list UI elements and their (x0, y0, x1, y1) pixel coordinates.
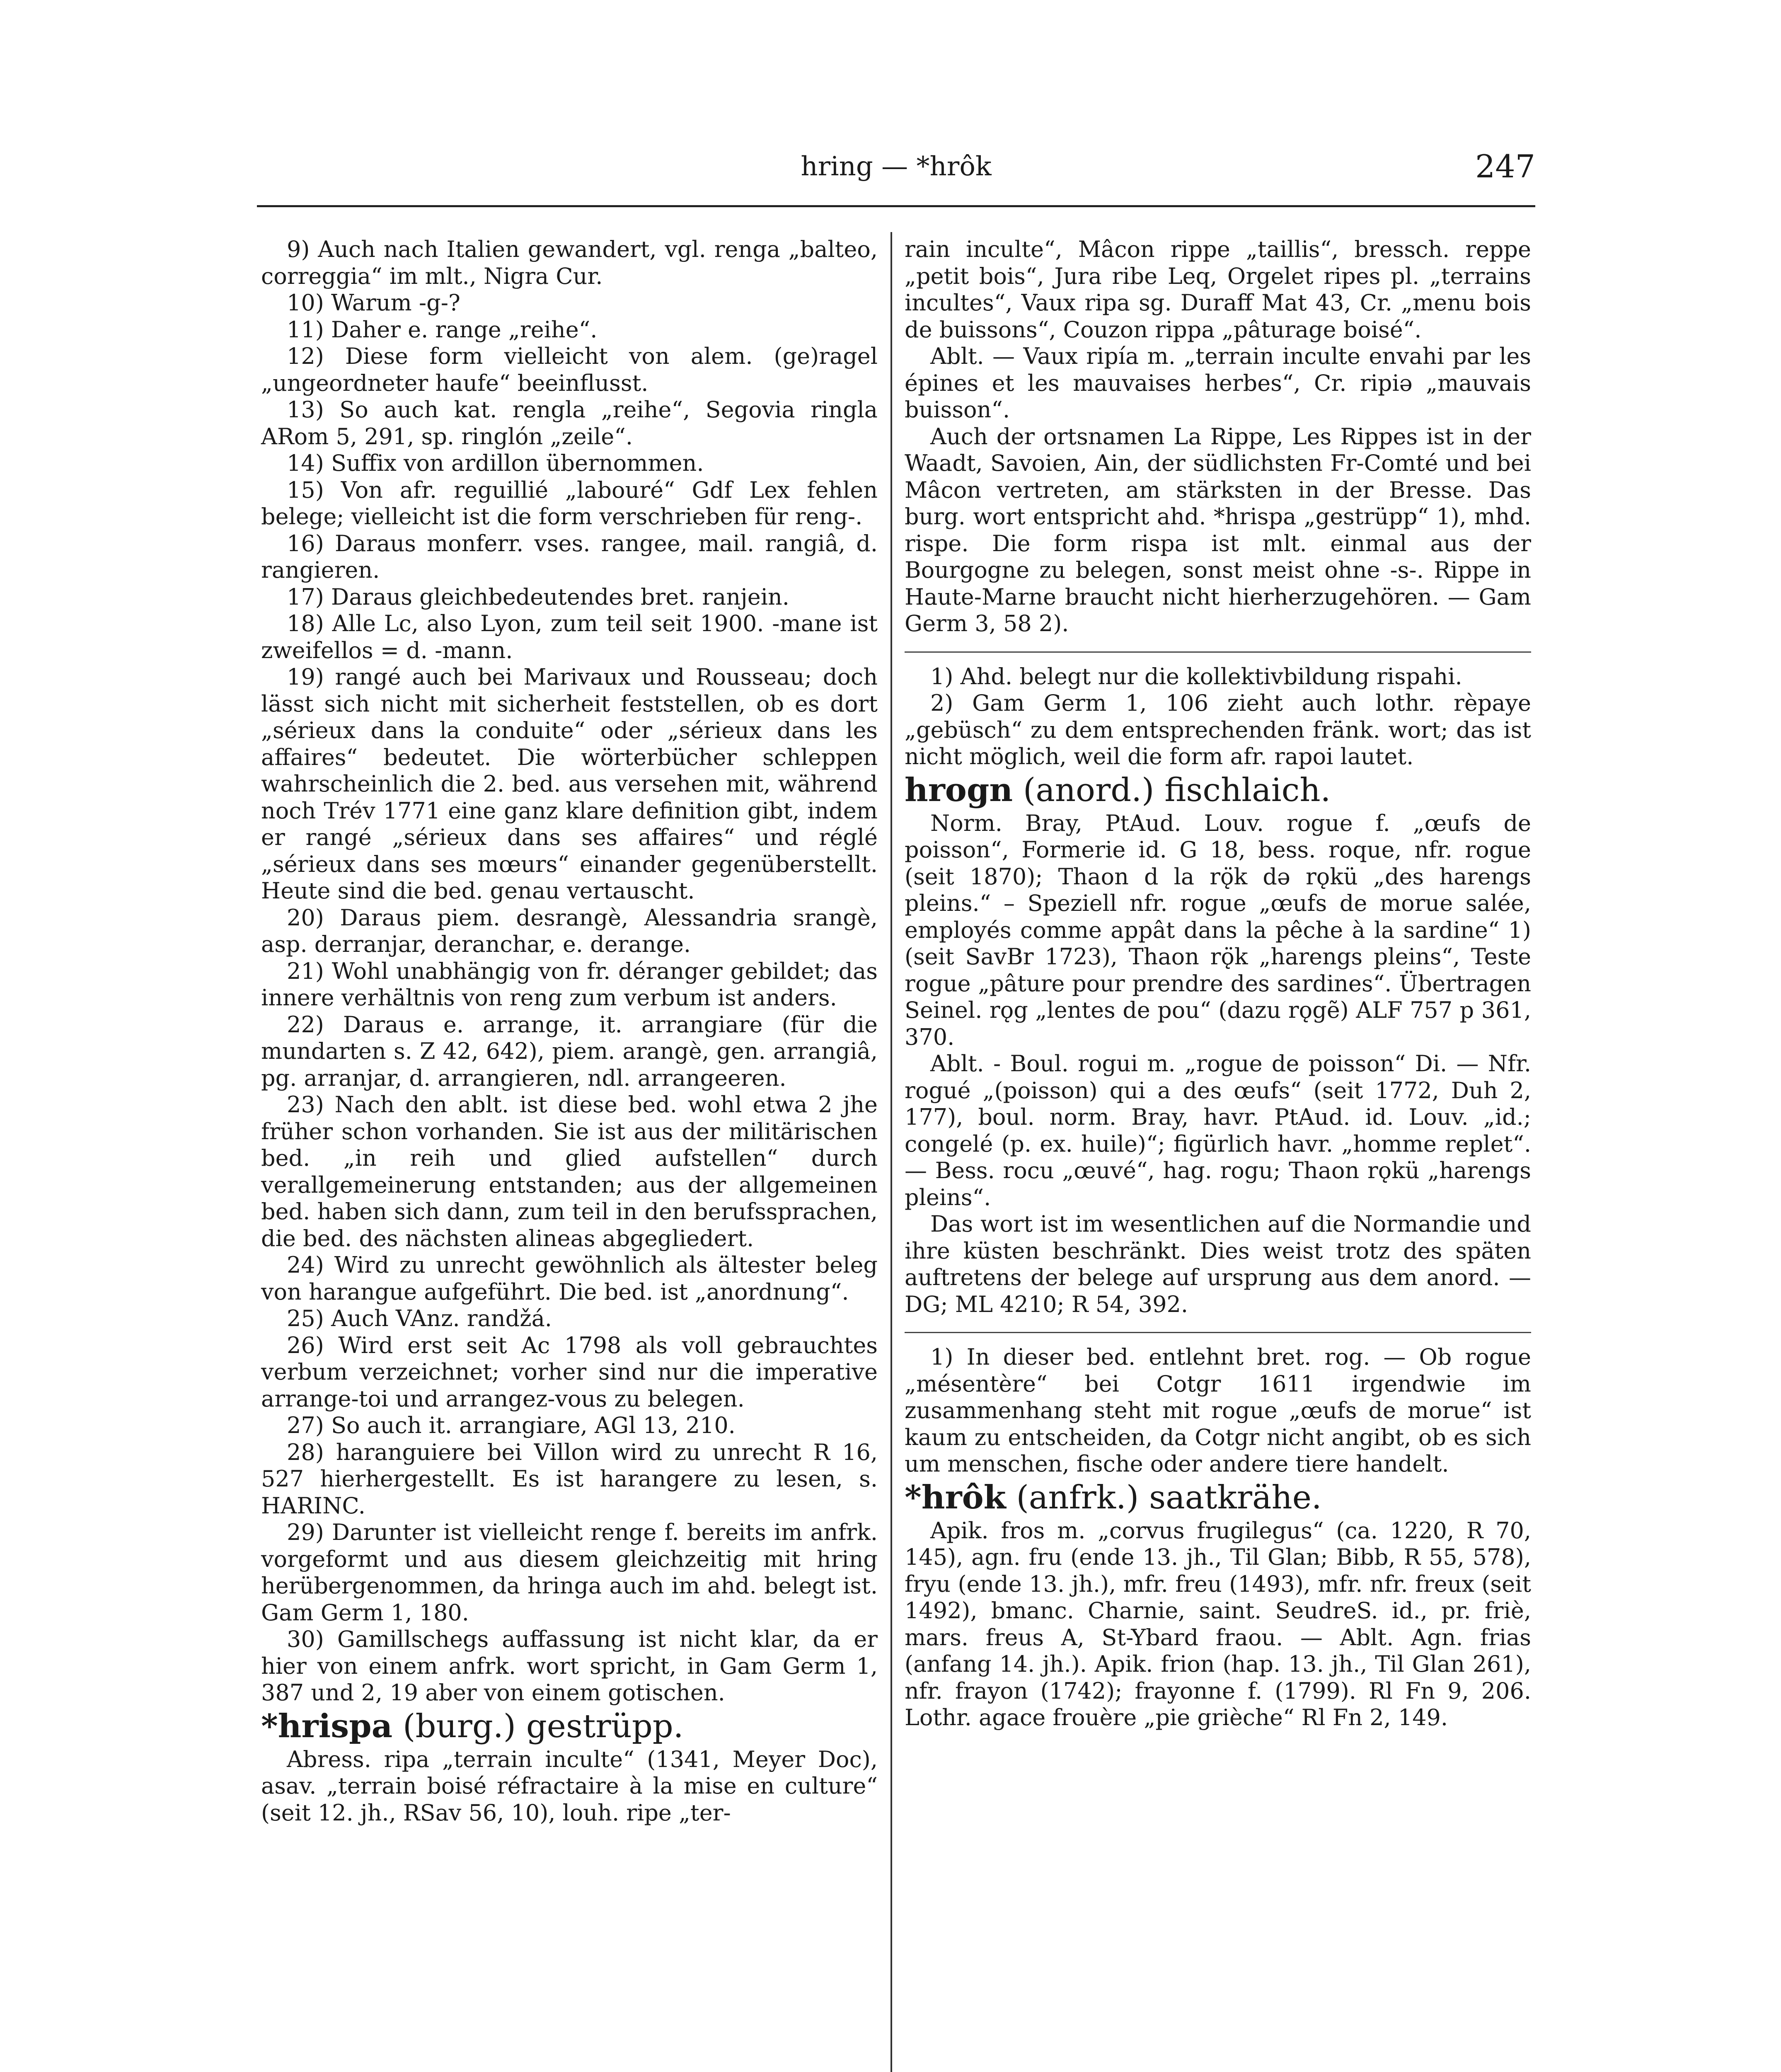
hrogn-footnote-1: 1) In dieser bed. entlehnt bret. rog. — Ob rogue „mésentère“ bei Cotgr 1611 irgendwie im zusammenhang steht mit rogue „œufs de morue“ ist kaum zu entscheiden, da Cotgr nicht angibt, ob es sich um menschen, fische oder andere tiere handelt. (905, 1344, 1531, 1477)
footnote-29: 29) Darunter ist vielleicht renge f. bereits im anfrk. vorgeformt und aus diesem gleichzeitig mit hring herübergenommen, da hringa auch im ahd. belegt ist. Gam Germ 1, 180. (261, 1519, 878, 1626)
footnote-15: 15) Von afr. reguillié „labouré“ Gdf Lex fehlen belege; vielleicht ist die form verschrieben für reng-. (261, 477, 878, 530)
footnote-25: 25) Auch VAnz. randžá. (287, 1305, 552, 1331)
entry-heading-hrok (905, 1478, 1531, 1518)
hrispa-continued-1: rain inculte“, Mâcon rippe „taillis“, bressch. reppe „petit bois“, Jura ribe Leq, Orgelet ripes pl. „terrains incultes“, Vaux ripa sg. Duraff Mat 43, Cr. „menu bois de buissons“, Couzon rippa „pâturage boisé“. (905, 236, 1531, 343)
footnote-13: 13) So auch kat. rengla „reihe“, Segovia ringla ARom 5, 291, sp. ringlón „zeile“. (261, 397, 878, 450)
hrispa-footnote-1: 1) Ahd. belegt nur die kollektivbildung rispahi. (930, 663, 1462, 690)
footnote-12: 12) Diese form vielleicht von alem. (ge)ragel „ungeordneter haufe“ beeinflusst. (261, 343, 878, 396)
meaning-hrok: saatkrähe. (1149, 1479, 1322, 1516)
headword-hrogn: hrogn (905, 771, 1013, 809)
footnote-28: 28) haranguiere bei Villon wird zu unrecht R 16, 527 hierhergestellt. Es ist harangere zu lesen, s. HARINC. (261, 1439, 878, 1519)
footnote-11: 11) Daher e. range „reihe“. (287, 316, 598, 343)
entry-heading-hrogn (905, 770, 1531, 810)
footnote-rule (905, 1332, 1531, 1333)
hrispa-continued-3: Auch der ortsnamen La Rippe, Les Rippes ist in der Waadt, Savoien, Ain, der südlichsten Fr-Comté und bei Mâcon vertreten, am stärksten in der Bresse. Das burg. wort entspricht ahd. *hrispa „gestrüpp“ 1), mhd. rispe. Die form rispa ist mlt. einmal aus der Bourgogne zu belegen, sonst meist ohne -s-. Rippe in Haute-Marne braucht nicht hierherzugehören. — Gam Germ 3, 58 2). (905, 423, 1531, 637)
hrispa-footnote-2: 2) Gam Germ 1, 106 zieht auch lothr. rèpaye „gebüsch“ zu dem entsprechenden fränk. wort; das ist nicht möglich, weil die form afr. rapoi lautet. (905, 690, 1531, 770)
entry-text-hrogn-2: Ablt. - Boul. rogui m. „rogue de poisson“ Di. — Nfr. rogué „(poisson) qui a des œufs“ (seit 1772, Duh 2, 177), boul. norm. Bray, havr. PtAud. id. Louv. „id.; congelé (p. ex. huile)“; figürlich havr. „homme replet“. — Bess. rocu „œuvé“, hag. rogu; Thaon rǫkü „harengs pleins“. (905, 1051, 1531, 1210)
entry-text-hrogn-3: Das wort ist im wesentlichen auf die Normandie und ihre küsten beschränkt. Dies weist trotz des späten auftretens der belege auf ursprung aus dem anord. — DG; ML 4210; R 54, 392. (905, 1211, 1531, 1317)
origin-hrispa: (burg.) (403, 1707, 516, 1745)
footnote-24: 24) Wird zu unrecht gewöhnlich als ältester beleg von harangue aufgeführt. Die bed. ist „anordnung“. (261, 1252, 878, 1305)
footnote-14: 14) Suffix von ardillon übernommen. (287, 450, 704, 476)
page-number: 247 (1475, 148, 1535, 185)
headword-hrispa: *hrispa (261, 1707, 393, 1745)
meaning-hrogn: fischlaich. (1164, 771, 1331, 809)
footnote-10: 10) Warum -g-? (287, 290, 460, 316)
footnote-23: 23) Nach den ablt. ist diese bed. wohl etwa 2 jhe früher schon vorhanden. Sie ist aus der militärischen bed. „in reih und glied aufstellen“ durch verallgemeinerung entstanden; aus der allgemeinen bed. haben sich dann, zum teil in den berufssprachen, die bed. des nächsten alineas abgegliedert. (261, 1092, 878, 1251)
header-rule (257, 205, 1535, 207)
header-title: hring — *hrôk (801, 151, 992, 182)
entry-text-hrispa: Abress. ripa „terrain inculte“ (1341, Meyer Doc), asav. „terrain boisé réfractaire à la mise en culture“ (seit 12. jh., RSav 56, 10), louh. ripe „ter- (261, 1746, 878, 1826)
running-header (257, 148, 1535, 201)
footnote-30: 30) Gamillschegs auffassung ist nicht klar, da er hier von einem anfrk. wort spricht, in Gam Germ 1, 387 und 2, 19 aber von einem gotischen. (261, 1626, 878, 1706)
footnote-22: 22) Daraus e. arrange, it. arrangiare (für die mundarten s. Z 42, 642), piem. arangè, gen. arrangiâ, pg. arranjar, d. arrangieren, ndl. arrangeeren. (261, 1011, 878, 1091)
entry-text-hrok: Apik. fros m. „corvus frugilegus“ (ca. 1220, R 70, 145), agn. fru (ende 13. jh., Til Glan; Bibb, R 55, 578), fryu (ende 13. jh.), mfr. freu (1493), mfr. nfr. freux (seit 1492), bmanc. Charnie, saint. SeudreS. id., pr. friè, mars. freus A, St-Ybard fraou. — Ablt. Agn. frias (anfang 14. jh.). Apik. frion (hap. 13. jh., Til Glan 261), nfr. frayon (1742); frayonne f. (1799). Rl Fn 9, 206. Lothr. agace frouère „pie grièche“ Rl Fn 2, 149. (905, 1517, 1531, 1731)
origin-hrok: (anfrk.) (1016, 1479, 1139, 1516)
right-column (905, 236, 1531, 1731)
footnote-26: 26) Wird erst seit Ac 1798 als voll gebrauchtes verbum verzeichnet; vorher sind nur die imperative arrange-toi und arrangez-vous zu belegen. (261, 1332, 878, 1412)
entry-text-hrogn-1: Norm. Bray, PtAud. Louv. rogue f. „œufs de poisson“, Formerie id. G 18, bess. roque, nfr. rogue (seit 1870); Thaon d la rǫ̈k də rǫkü „des harengs pleins.“ – Speziell nfr. rogue „œufs de morue salée, employés comme appât dans la pêche à la sardine“ 1) (seit SavBr 1723), Thaon rǫ̈k „harengs pleins“, Teste rogue „pâture pour prendre des sardines“. Übertragen Seinel. rǫg „lentes de pou“ (dazu rǫgẽ) ALF 757 p 361, 370. (905, 810, 1531, 1050)
footnote-27: 27) So auch it. arrangiare, AGl 13, 210. (287, 1412, 736, 1438)
left-column (261, 236, 878, 1826)
entry-heading-hrispa (261, 1706, 878, 1746)
column-divider (890, 232, 892, 2072)
footnote-17: 17) Daraus gleichbedeutendes bret. ranjein. (287, 583, 789, 610)
footnote-16: 16) Daraus monferr. vses. rangee, mail. rangiâ, d. rangieren. (261, 530, 878, 583)
footnote-9: 9) Auch nach Italien gewandert, vgl. renga „balteo, correggia“ im mlt., Nigra Cur. (261, 236, 878, 289)
hrispa-continued-2: Ablt. — Vaux ripía m. „terrain inculte envahi par les épines et les mauvaises herbes“, Cr. ripiə „mauvais buisson“. (905, 343, 1531, 423)
meaning-hrispa: gestrüpp. (526, 1707, 684, 1745)
origin-hrogn: (anord.) (1023, 771, 1154, 809)
footnote-rule (905, 651, 1531, 653)
footnote-18: 18) Alle Lc, also Lyon, zum teil seit 1900. -mane ist zweifellos = d. -mann. (261, 610, 878, 663)
footnote-20: 20) Daraus piem. desrangè, Alessandria srangè, asp. derranjar, deranchar, e. derange. (261, 904, 878, 957)
footnote-19: 19) rangé auch bei Marivaux und Rousseau; doch lässt sich nicht mit sicherheit feststellen, ob es dort „sérieux dans la conduite“ oder „sérieux dans les affaires“ bedeutet. Die wörterbücher schleppen wahrscheinlich die 2. bed. aus versehen mit, während noch Trév 1771 eine ganz klare definition gibt, indem er rangé „sérieux dans ses affaires“ und réglé „sérieux dans ses mœurs“ einander gegenüberstellt. Heute sind die bed. genau vertauscht. (261, 664, 878, 904)
footnote-21: 21) Wohl unabhängig von fr. déranger gebildet; das innere verhältnis von reng zum verbum ist anders. (261, 958, 878, 1011)
headword-hrok: *hrôk (905, 1478, 1006, 1516)
